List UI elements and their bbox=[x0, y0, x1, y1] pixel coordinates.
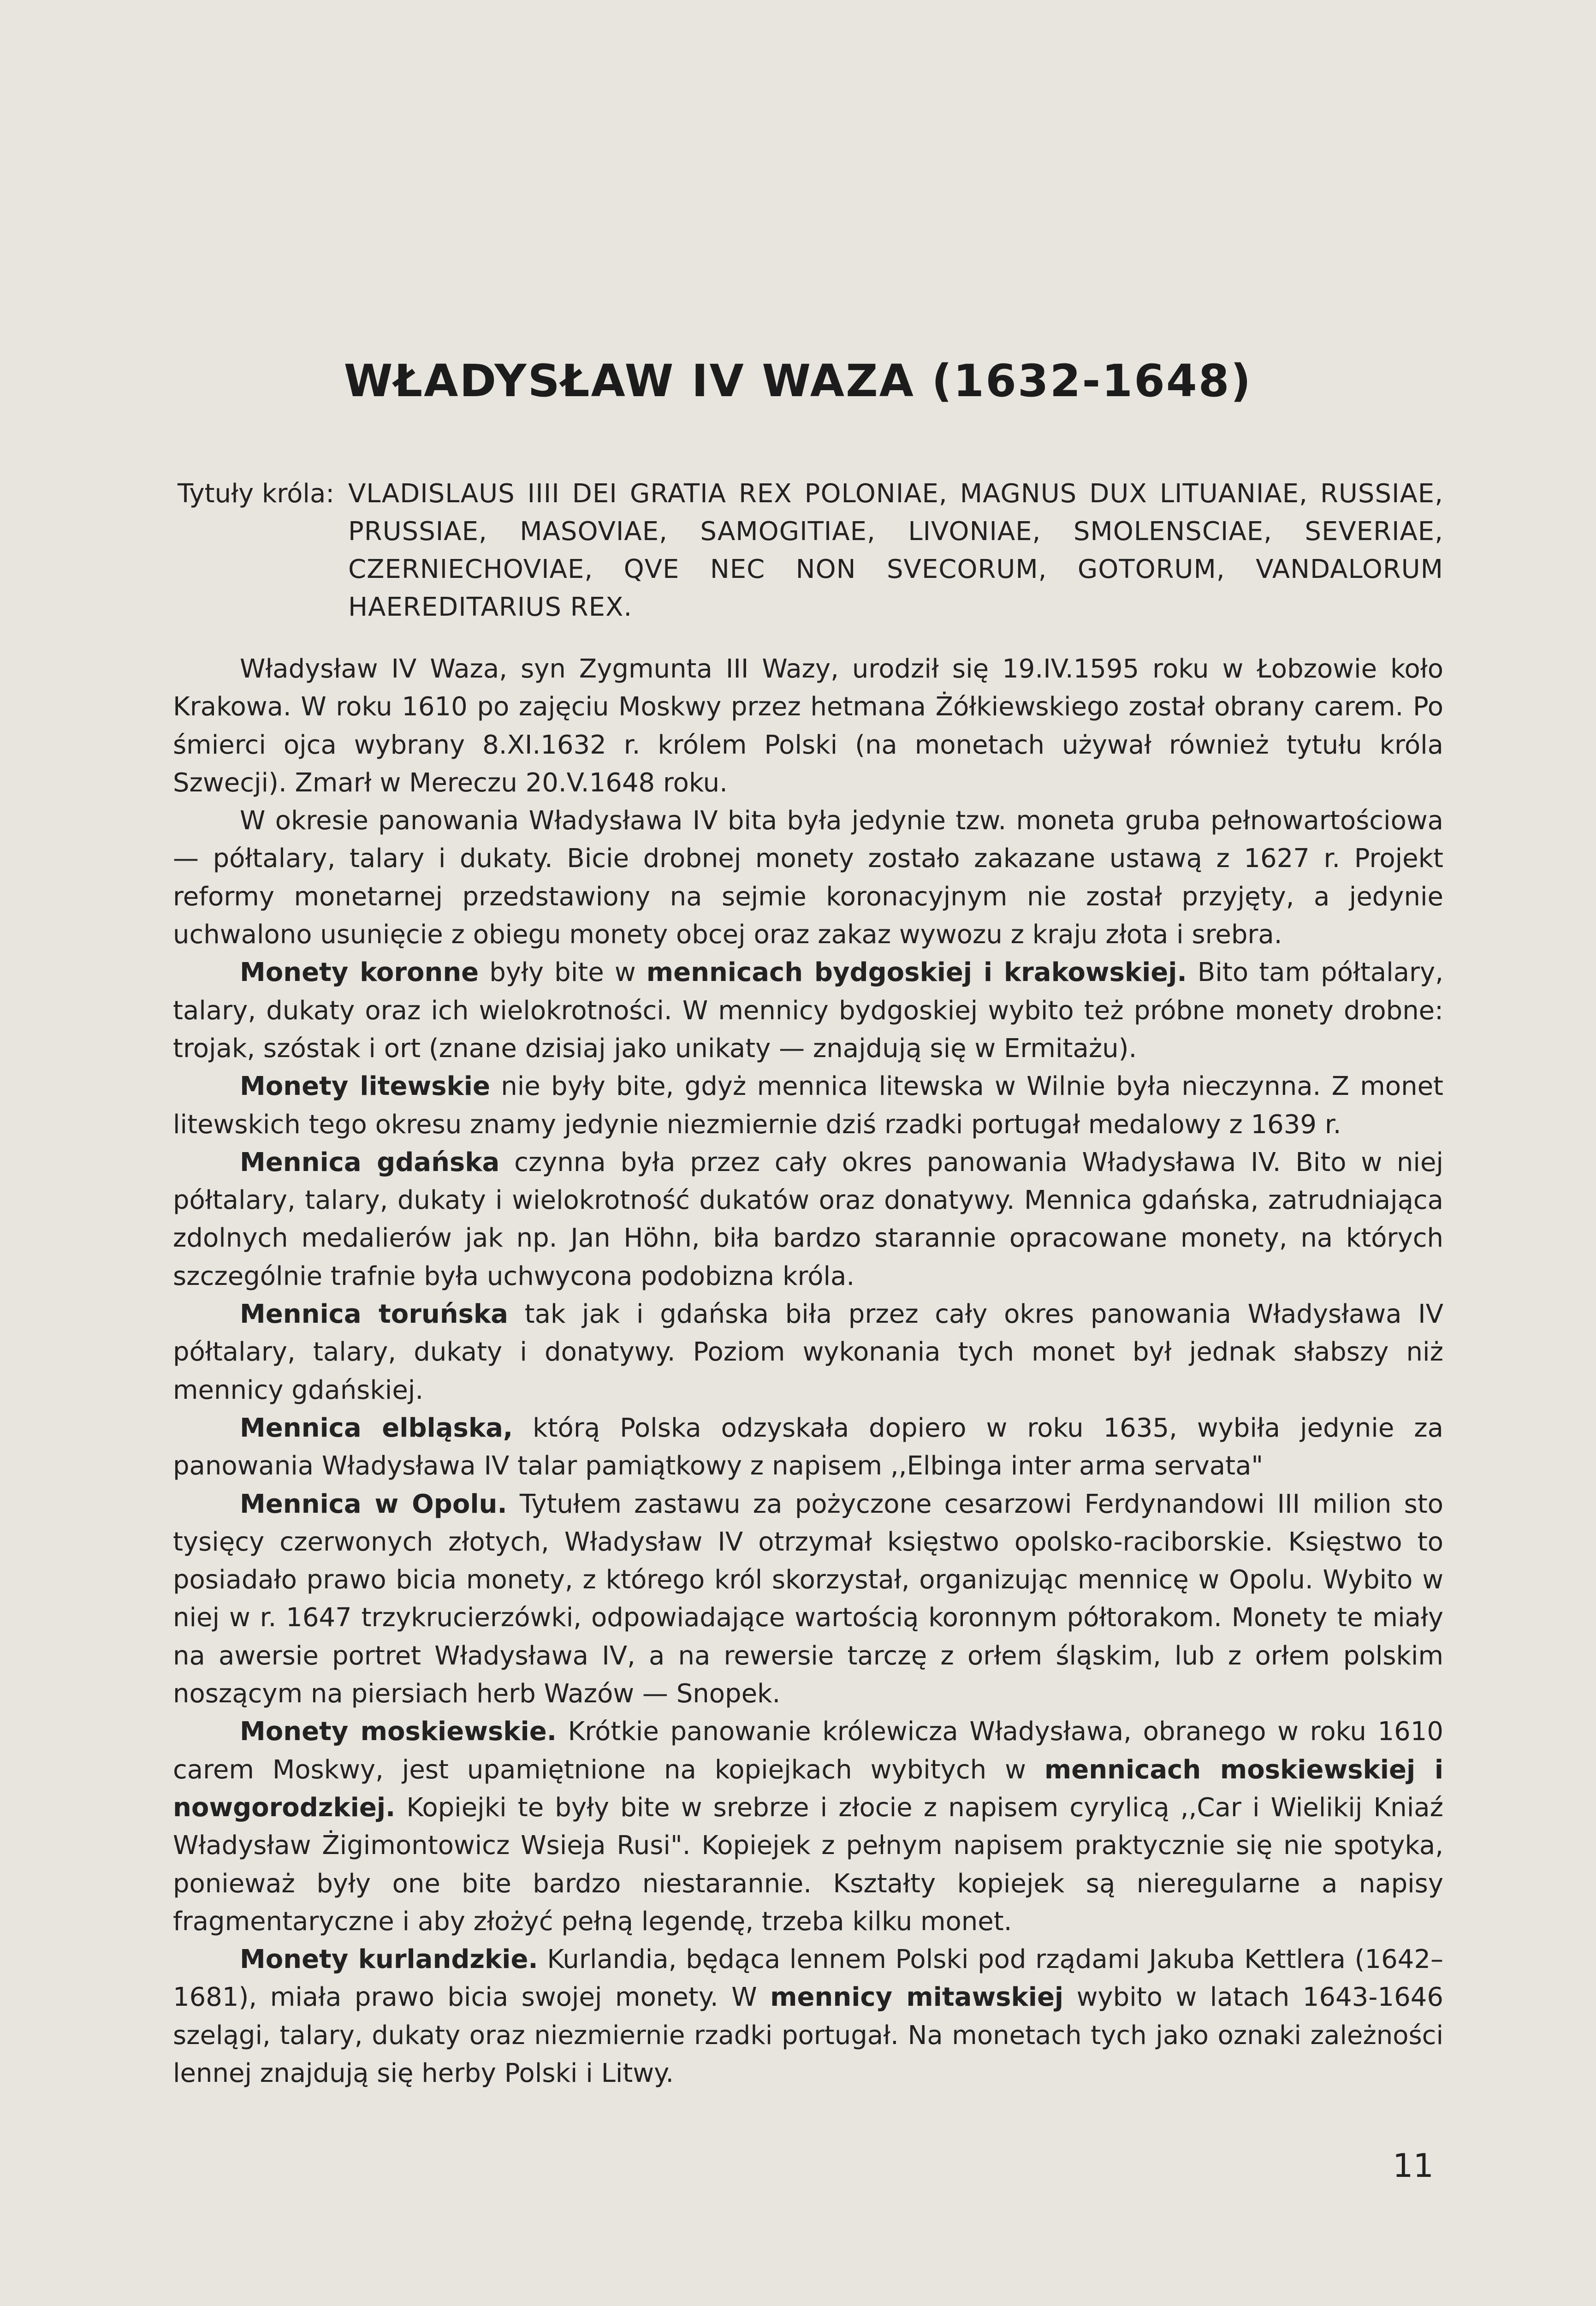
bold-phrase: Mennica toruńska bbox=[240, 1299, 508, 1330]
text-run: czynna była przez cały okres panowania Władysława IV. Bito w niej półtalary, talary, dukaty i wielokrotność dukatów oraz donatywy. Mennica gdańska, zatrudniająca zdolnych medalierów jak np. Jan Höhn, biła bardzo starannie opracowane monety, na których szczególnie trafnie była uchwycona podobizna króla. bbox=[173, 1147, 1443, 1291]
paragraph bbox=[173, 1941, 1443, 2092]
text-run: Władysław IV Waza, syn Zygmunta III Wazy, urodził się 19.IV.1595 roku w Łobzowie koło Krakowa. W roku 1610 po zajęciu Moskwy przez hetmana Żółkiewskiego został obrany carem. Po śmierci ojca wybrany 8.XI.1632 r. królem Polski (na monetach używał również tytułu króla Szwecji). Zmarł w Mereczu 20.V.1648 roku. bbox=[173, 654, 1443, 798]
text-run: Tytułem zastawu za pożyczone cesarzowi Ferdynandowi III milion sto tysięcy czerwonych złotych, Władysław IV otrzymał księstwo opolsko-raciborskie. Księstwo to posiadało prawo bicia monety, z którego król skorzystał, organizując mennicę w Opolu. Wybito w niej w r. 1647 trzykrucierzówki, odpowiadające wartością koronnym półtorakom. Monety te miały na awersie portret Władysława IV, a na rewersie tarczę z orłem śląskim, lub z orłem polskim noszącym na piersiach herb Wazów — Snopek. bbox=[173, 1489, 1443, 1709]
bold-phrase: Monety kurlandzkie. bbox=[240, 1944, 538, 1975]
bold-phrase: Monety koronne bbox=[240, 957, 479, 988]
paragraph bbox=[173, 954, 1443, 1068]
royal-titles-label: Tytuły króla: bbox=[178, 479, 335, 509]
bold-phrase: mennicach bydgoskiej i krakowskiej. bbox=[646, 957, 1187, 988]
paragraph bbox=[173, 802, 1443, 954]
bold-phrase: mennicach moskiewskiej i nowgorodzkiej. bbox=[173, 1754, 1444, 1823]
page-title: WŁADYSŁAW IV WAZA (1632-1648) bbox=[344, 355, 1252, 407]
text-run: którą Polska odzyskała dopiero w roku 1635, wybiła jedynie za panowania Władysława IV talar pamiątkowy z napisem ,,Elbinga inter arma servata" bbox=[173, 1413, 1444, 1481]
bold-phrase: mennicy mitawskiej bbox=[770, 1982, 1064, 2013]
text-run: wybito w latach 1643-1646 szelągi, talary, dukaty oraz niezmiernie rzadki portugał. Na monetach tych jako oznaki zależności lennej znajdują się herby Polski i Litwy. bbox=[173, 1982, 1443, 2088]
text-run: Kopiejki te były bite w srebrze i złocie z napisem cyrylicą ,,Car i Wielikij Kniaź Władysław Żigimontowicz Wsieja Rusi". Kopiejek z pełnym napisem praktycznie się nie spotyka, ponieważ były one bite bardzo niestarannie. Kształty kopiejek są nieregularne a napisy fragmentaryczne i aby złożyć pełną legendę, trzeba kilku monet. bbox=[173, 1792, 1443, 1937]
text-run: Bito tam półtalary, talary, dukaty oraz ich wielokrotności. W mennicy bydgoskiej wybito też próbne monety drobne: trojak, szóstak i ort (znane dzisiaj jako unikaty — znajdują się w Ermitażu). bbox=[173, 957, 1444, 1064]
text-run: nie były bite, gdyż mennica litewska w Wilnie była nieczynna. Z monet litewskich tego okresu znamy jedynie niezmiernie dziś rzadki portugał medalowy z 1639 r. bbox=[173, 1071, 1443, 1140]
bold-phrase: Monety moskiewskie. bbox=[240, 1717, 557, 1747]
royal-titles bbox=[178, 475, 1443, 626]
bold-phrase: Mennica elbląska, bbox=[240, 1413, 513, 1443]
text-run: tak jak i gdańska biła przez cały okres panowania Władysława IV półtalary, talary, dukaty i donatywy. Poziom wykonania tych monet był jednak słabszy niż mennicy gdańskiej. bbox=[173, 1299, 1443, 1405]
paragraph bbox=[173, 1409, 1443, 1486]
text-run: W okresie panowania Władysława IV bita była jedynie tzw. moneta gruba pełnowartościowa — półtalary, talary i dukaty. Bicie drobnej monety zostało zakazane ustawą z 1627 r. Projekt reformy monetarnej przedstawiony na sejmie koronacyjnym nie został przyjęty, a jedynie uchwalono usunięcie z obiegu monety obcej oraz zakaz wywozu z kraju złota i srebra. bbox=[173, 806, 1443, 950]
paragraph bbox=[173, 650, 1443, 802]
text-run: Krótkie panowanie królewicza Władysława, obranego w roku 1610 carem Moskwy, jest upamiętnione na kopiejkach wybitych w bbox=[173, 1717, 1443, 1785]
royal-titles-text: VLADISLAUS IIII DEI GRATIA REX POLONIAE, MAGNUS DUX LITUANIAE, RUSSIAE, PRUSSIAE, MASOVIAE, SAMOGITIAE, LIVONIAE, SMOLENSCIAE, SEVERIAE, CZERNIECHOVIAE, QVE NEC NON SVECORUM, GOTORUM, VANDALORUM HAEREDITARIUS REX. bbox=[348, 479, 1443, 622]
paragraph bbox=[173, 1144, 1443, 1296]
paragraph bbox=[173, 1713, 1443, 1941]
text-run: były bite w bbox=[479, 957, 647, 988]
bold-phrase: Mennica w Opolu. bbox=[240, 1489, 507, 1519]
body-text bbox=[173, 650, 1443, 2092]
paragraph bbox=[173, 1486, 1443, 1713]
paragraph bbox=[173, 1296, 1443, 1409]
bold-phrase: Mennica gdańska bbox=[240, 1147, 500, 1177]
bold-phrase: Monety litewskie bbox=[240, 1071, 490, 1102]
text-run: Kurlandia, będąca lennem Polski pod rządami Jakuba Kettlera (1642–1681), miała prawo bicia swojej monety. W bbox=[173, 1944, 1444, 2013]
page-number: 11 bbox=[1393, 2147, 1434, 2185]
paragraph bbox=[173, 1068, 1443, 1144]
